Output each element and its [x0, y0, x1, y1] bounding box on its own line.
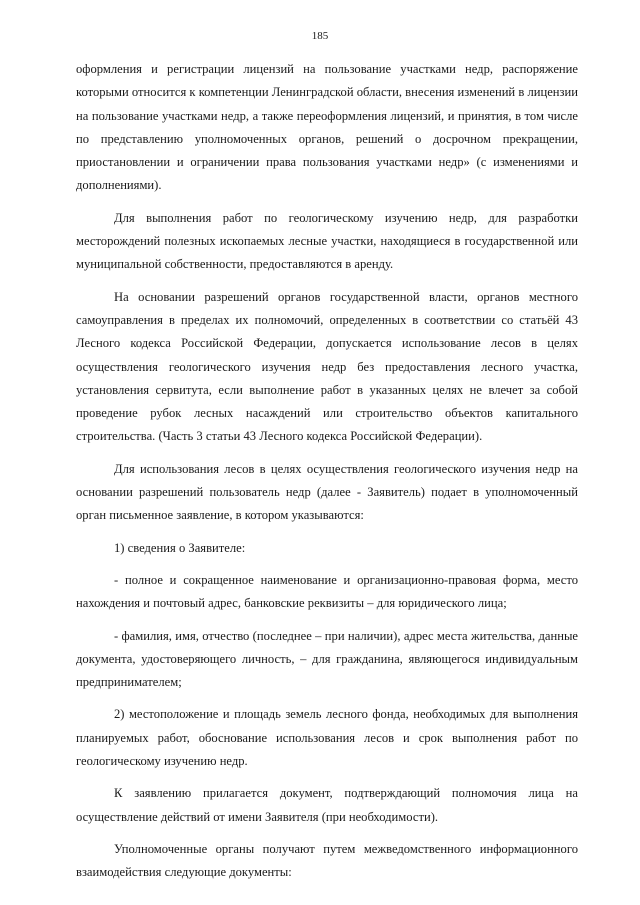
paragraph-application: Для использования лесов в целях осуществления геологического изучения недр на основании разрешений пользователь недр (далее - Заявитель) подает в уполномоченный орган письменное заявление, в котором указываются: [76, 461, 578, 523]
paragraph-permits-basis: На основании разрешений органов государственной власти, органов местного самоуправления в пределах их полномочий, определенных в соответствии со статьёй 43 Лесного кодекса Российской Федерации, допускается использование лесов в целях осуществления геологического изучения недр без предоставления лесного участка, установления сервитута, если выполнение работ в указанных целях не влечет за собой проведение рубок лесных насаждений или строительство объектов капитального строительства. (Часть 3 статьи 43 Лесного кодекса Российской Федерации). [76, 289, 578, 444]
paragraph-applicant-info: 1) сведения о Заявителе: [114, 540, 246, 555]
paragraph-attachment: К заявлению прилагается документ, подтверждающий полномочия лица на осуществление действий от имени Заявителя (при необходимости). [76, 786, 578, 824]
page-number: 185 [311, 30, 329, 42]
paragraph-location-area: 2) местоположение и площадь земель лесного фонда, необходимых для выполнения планируемых работ, обоснование использования лесов и срок выполнения работ по геологическому изучению недр. [76, 707, 578, 769]
document-body [76, 58, 578, 894]
paragraph-license-continuation: оформления и регистрации лицензий на пользование участками недр, распоряжение которыми относится к компетенции Ленинградской области, внесения изменений в лицензии на пользование участками недр, а также переоформления лицензий, и принятия, в том числе по представлению уполномоченных органов, решений о досрочном прекращении, приостановлении и ограничении права пользования участками недр» (с изменениями и дополнениями). [76, 62, 578, 193]
paragraph-interagency: Уполномоченные органы получают путем межведомственного информационного взаимодействия следующие документы: [76, 841, 578, 880]
paragraph-legal-entity: - полное и сокращенное наименование и организационно-правовая форма, место нахождения и почтовый адрес, банковские реквизиты – для юридического лица; [76, 572, 578, 611]
paragraph-lease: Для выполнения работ по геологическому изучению недр, для разработки месторождений полезных ископаемых лесные участки, находящиеся в государственной или муниципальной собственности, предоставляются в аренду. [76, 210, 578, 272]
paragraph-individual: - фамилия, имя, отчество (последнее – при наличии), адрес места жительства, данные документа, удостоверяющего личность, – для гражданина, являющегося индивидуальным предпринимателем; [76, 628, 578, 690]
